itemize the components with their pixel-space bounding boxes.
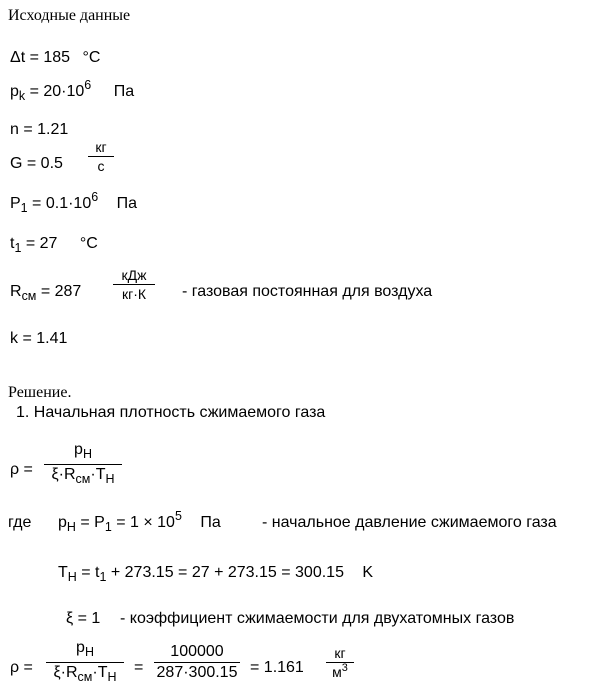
rcm-unit-fraction: кДж кг·К [113, 268, 155, 301]
rho-result-numeric-fraction: 100000 287·300.15 [154, 644, 240, 681]
pk-value: 20·10 [43, 83, 85, 100]
pk-line: $p_k = 20\cdot 10^6$ Па [10, 78, 135, 104]
where-label: где [8, 514, 32, 531]
section-heading-initial-data: Исходные данные [8, 7, 131, 24]
g-unit-fraction: кг с [88, 140, 114, 173]
g-line: G = 0.5 [10, 155, 63, 172]
rho-result-value: = 1.161 [250, 659, 304, 676]
solution-title: Решение. [8, 384, 72, 401]
rcm-line: $R_{см} = 287$ [10, 283, 82, 304]
xi-line: ξ = 1 [66, 610, 101, 627]
delta-t-name: Δt [10, 49, 26, 66]
step-1-title: 1. Начальная плотность сжимаемого газа [16, 404, 326, 421]
delta-t-value: 185 [43, 49, 71, 66]
where-pressure-line: $p_H = P_1 = 1 \times 10^5$ Па [58, 509, 221, 535]
p1-unit: Па [116, 195, 138, 212]
k-line: k = 1.41 [10, 330, 68, 347]
t1-value: 27 [39, 235, 58, 252]
p1-line: $P_1 = 0.1\cdot 10^6$ Па [10, 190, 138, 216]
initial-pressure-value: = 1 × 10 [111, 514, 175, 531]
rho-result-unit-fraction: кг $м^3$ [326, 646, 354, 680]
where-comment: - начальное давление сжимаемого газа [262, 514, 557, 531]
t1-unit: °C [79, 235, 98, 252]
rcm-value: 287 [54, 283, 82, 300]
t1-line: $t_1 = 27$ °C [10, 235, 98, 256]
rcm-comment: - газовая постоянная для воздуха [182, 283, 433, 300]
rho-result-eq: = [134, 659, 144, 676]
n-line: n = 1.21 [10, 121, 69, 138]
th-calculation: + 273.15 = 27 + 273.15 = 300.15 [106, 564, 344, 581]
rho-formula-lhs: ρ = [10, 461, 33, 478]
th-line: $T_H = t_1 + 273.15 = 27 + 273.15 = 300.15$ K [58, 564, 374, 585]
delta-t-line: Δt = 185 °C [10, 49, 101, 66]
rho-result-lhs: ρ = [10, 659, 33, 676]
p1-value: 0.1·10 [45, 195, 92, 212]
delta-t-unit: °C [82, 49, 101, 66]
rho-result-symbolic-fraction: $p_H$ $\xi\cdot R_{см}\cdot T_H$ [46, 640, 124, 681]
xi-comment: - коэффициент сжимаемости для двухатомных газов [120, 610, 515, 627]
rho-formula-fraction: $p_H$ $\xi\cdot R_{см}\cdot T_H$ [44, 442, 122, 483]
pk-unit: Па [113, 83, 135, 100]
